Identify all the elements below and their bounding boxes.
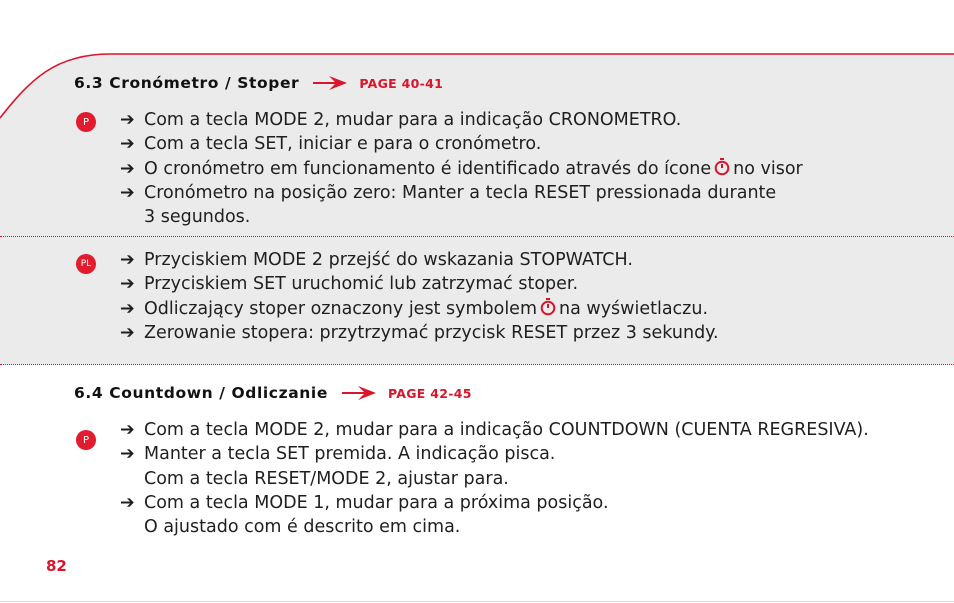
red-arrow-icon [313,76,347,90]
arrow-bullet-icon: ➔ [120,134,135,155]
arrow-bullet-icon: ➔ [120,182,135,203]
instruction-list-pt-chronometer [120,108,803,229]
footer-divider [0,601,954,602]
dotted-divider [0,364,954,365]
list-item: ➔ O cronómetro em funcionamento é identificado através do ícone no visor [120,157,803,181]
section-heading-chronometer [74,74,443,92]
arrow-bullet-icon: ➔ [120,492,135,513]
arrow-bullet-icon: ➔ [120,444,135,465]
arrow-bullet-icon: ➔ [120,322,135,343]
dotted-divider [0,236,954,237]
list-item-continuation: Com a tecla RESET/MODE 2, ajustar para. [144,468,509,489]
heading-text: 6.4 Countdown / Odliczanie [74,384,328,402]
language-badge-p: P [76,430,96,450]
list-item: ➔ Com a tecla MODE 2, mudar para a indicação COUNTDOWN (CUENTA REGRESIVA). [120,418,869,442]
list-item: ➔ Com a tecla SET, iniciar e para o cronómetro. [120,132,803,156]
list-item: ➔ Przyciskiem SET uruchomić lub zatrzymać stoper. [120,272,719,296]
arrow-bullet-icon: ➔ [120,420,135,440]
list-item: ➔ Cronómetro na posição zero: Manter a tecla RESET pressionada durante [120,181,803,205]
list-item: ➔ Com a tecla MODE 2, mudar para a indicação CRONOMETRO. [120,108,803,132]
instruction-list-pt-countdown [120,418,869,539]
red-arrow-icon [342,386,376,400]
instruction-list-pl-chronometer [120,248,719,345]
arrow-bullet-icon: ➔ [120,274,135,295]
page-reference-link[interactable]: PAGE 40-41 [359,75,444,91]
language-badge-pl: PL [76,254,96,274]
heading-text: 6.3 Cronómetro / Stoper [74,74,300,92]
language-badge-p: P [76,112,96,132]
page-number: 82 [46,557,67,575]
page-reference-link[interactable]: PAGE 42-45 [387,385,472,401]
section-heading-countdown [74,384,472,402]
list-item: ➔ Manter a tecla SET premida. A indicação pisca. [120,442,869,466]
arrow-bullet-icon: ➔ [120,298,135,319]
list-item: ➔ Odliczający stoper oznaczony jest symbolem na wyświetlaczu. [120,297,719,321]
arrow-bullet-icon: ➔ [120,250,135,270]
list-item: ➔ Com a tecla MODE 1, mudar para a próxima posição. [120,491,869,515]
arrow-bullet-icon: ➔ [120,110,135,130]
stopwatch-icon [714,158,730,176]
stopwatch-icon [540,298,556,316]
list-item-continuation: O ajustado com é descrito em cima. [144,517,461,538]
list-item: ➔ Przyciskiem MODE 2 przejść do wskazania STOPWATCH. [120,248,719,272]
list-item-continuation: 3 segundos. [144,207,251,228]
list-item: ➔ Zerowanie stopera: przytrzymać przycisk RESET przez 3 sekundy. [120,321,719,345]
arrow-bullet-icon: ➔ [120,158,135,179]
